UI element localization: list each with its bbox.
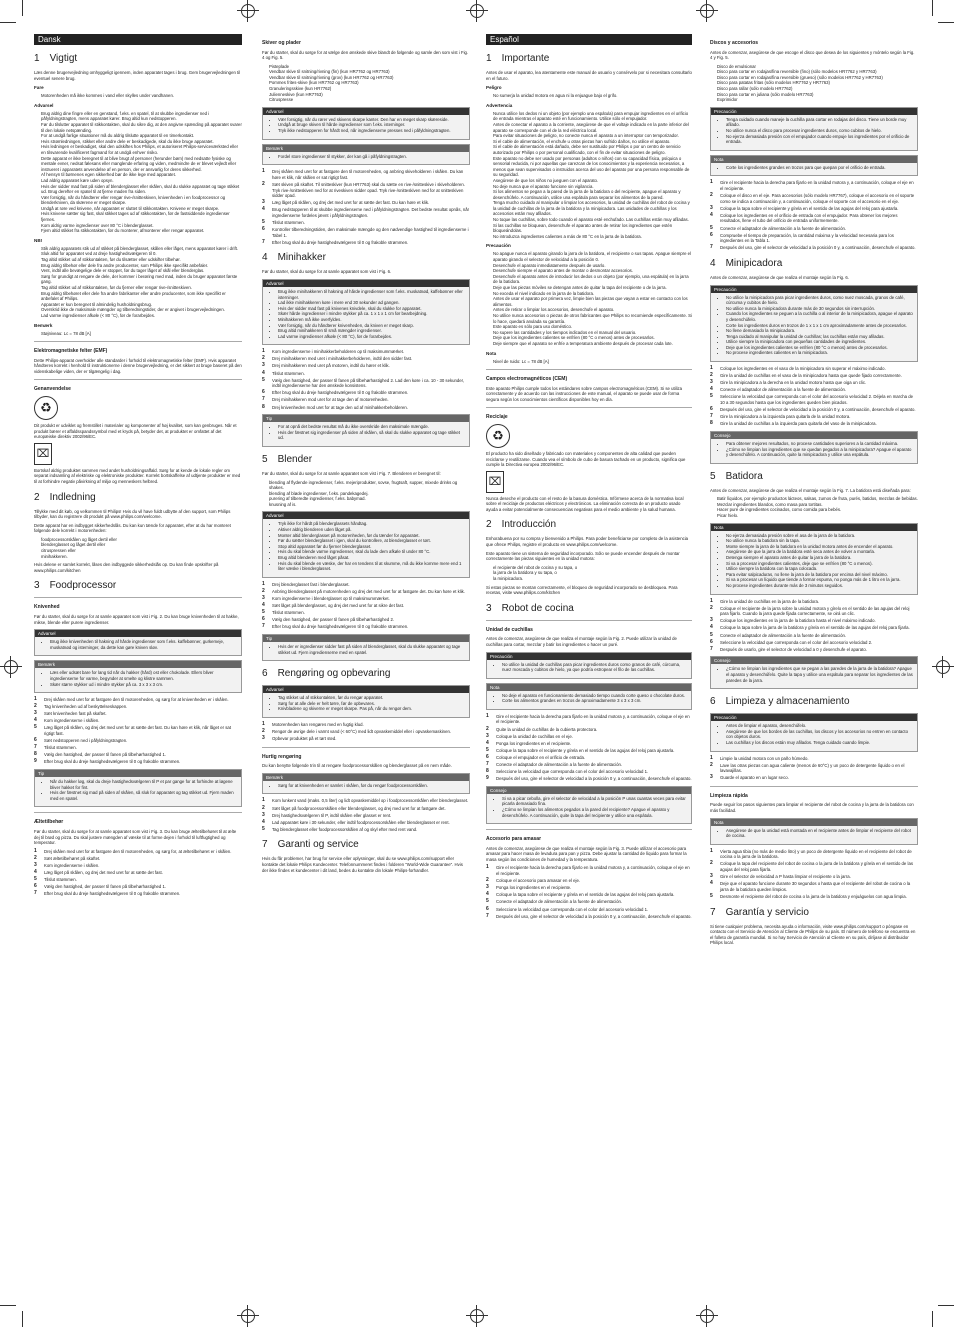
registration-mark: [241, 1309, 255, 1323]
paragraph: Dette Philips-apparat overholder alle standarder i forhold til elektromagnetiske felter (EMF). Hvis apparatet håndteres korrekt i henhold til instruktionerne i denne brugervejledning, er det sikkert at bruge baseret på den videnskabelige viden, der er tilgængelig i dag.: [34, 357, 242, 374]
note-box: Nota • No deje el aparato en funcionamiento demasiado tiempo cuando corte queso o chocolate duros. • Corte los alimentos grandes en trozos de aproximadamente 3 x 3 x 3 cm.: [486, 683, 692, 710]
paragraph: Før du starter, skal du sørge for at samle apparatet som vist i Fig. 6.: [262, 269, 392, 275]
crop-mark: [0, 22, 16, 23]
bullet-list: • No sumerja la unidad motora en agua ni la enjuague bajo el grifo.: [486, 93, 692, 99]
crop-mark: [938, 22, 954, 23]
crop-mark: [932, 1311, 933, 1327]
crop-mark: [0, 1305, 16, 1306]
step-list: 1 Vierta agua tibia (no más de medio litro) y un poco de detergente líquido en el recipiente del robot de cocina o la jarra de la batidora. 2 Coloque la tapa del recipiente del robot de cocina o la jarra de la batidora y gírela en el sentido de las agujas del reloj para fijarla. 3 Gire el selector de velocidad a P hasta limpiar el recipiente o la jarra. 4 Deje que el aparato funcione durante 30 segundos o hasta que el recipiente del robot de cocina o la jarra de la batidora queden limpios. 5 Desmonte el recipiente del robot de cocina o la jarra de la batidora y enjuáguelos con agua limpia.: [710, 847, 914, 899]
divider: [34, 341, 242, 342]
bullet-list: • foodprocessorskålen og låget dertil eller • blenderglasset og låget dertil eller • citruspressen eller • minihakkeren.: [34, 537, 242, 559]
subheading: Bemærk: [34, 322, 53, 328]
registration-mark: [241, 4, 255, 18]
warning-box: Advarsel • Tag stikket ud af stikkontakten, før du rengør apparatet. • Sørg for at alle dele er helt tørre, før de opbevares. • Knivbladene og skiverne er meget skarpe. Pas på, når du rengør dem.: [262, 685, 470, 718]
subheading: Nota: [486, 350, 497, 356]
column-espanol-1: [486, 34, 692, 1304]
step-list: 1 Gire el recipiente hacia la derecha para fijarlo en la unidad motora y, a continuación, coloque el eje en el recipiente. 2 Coloque el disco en el eje. Para accesorios (sólo modelo HR7767), coloque el accesorio en el soporte como se indica a continuación y, a continuación, coloque el soporte con el accesorio en el eje. 3 Coloque la tapa sobre el recipiente y gírela en el sentido de las agujas del reloj para ajustarla. 4 Coloque los ingredientes en el orificio de entrada con el empujador. Para obtener los mejores resultados, llene el tubo del orificio de entrada uniformemente. 5 Conecte el adaptador de alimentación a la fuente de alimentación. 6 Compruebe el tiempo de preparación, la cantidad máxima y la velocidad necesaria para los ingredientes en la Tabla 1. 7 Después del uso, gire el selector de velocidad a la posición 0 y, a continuación, desenchufe el aparato.: [710, 179, 916, 251]
section-heading: 4 Minipicadora: [710, 257, 783, 269]
section-heading: 5 Blender: [262, 453, 313, 465]
divider: [486, 369, 692, 370]
bullet-list: • Disco de emulsionar • Disco para cortar en rodajas/fina reversible (fino) (sólo modelos HR7762 y HR7763) • Disco para cortar en rodajas/fina reversible (grueso) (sólo modelos HR7762 y HR7763) • Disco para patatas fritas (sólo modelos HR7762 y HR7763) • Disco para rallar (sólo modelo HR7762) • Disco para cortar en juliana (sólo modelo HR7763) • Exprimidor: [710, 64, 918, 103]
section-heading: 1 Importante: [486, 53, 550, 64]
step-list: 1 Coloque los ingredientes en el vaso de la minipicadora sin superar el máximo indicado. 2 Gire la unidad de cuchillas en el vaso de la minipicadora hasta que quede fijado correctamente. 3 Gire la minipicadora a la derecha en la unidad motora hasta que oiga un clic. 4 Conecte el adaptador de alimentación a la fuente de alimentación. 5 Seleccione la velocidad que corresponda con el color del accesorio velocidad 2. Déjela en marcha de 10 a 30 segundos hasta que los ingredientes queden bien picados. 6 Después del uso, gire el selector de velocidad a la posición 0 y, a continuación, desenchufe el aparato. 7 Gire la minipicadora a la izquierda para quitarla de la unidad motora. 8 Gire la unidad de cuchillas a la izquierda para quitarla del vaso de la minipicadora.: [710, 365, 916, 427]
section-heading: 7 Garanti og service: [262, 839, 359, 851]
bullet-list: • el recipiente del robot de cocina y su tapa, o • la jarra de la batidora y su tapa, o • la minipicadora.: [486, 565, 692, 582]
subheading: Peligro: [486, 85, 502, 91]
note-box: Bemærk • Fordel store ingredienser til stykker, der kan gå i påfyldningstragten.: [262, 144, 470, 166]
step-list: 1 Motorenheden kan rengøres med en fugtig klud. 2 Rengør de øvrige dele i varmt vand (< 60°C) med lidt opvaskemiddel eller i opvaskemaskinen. 3 Opbevar produktet på et tørt sted.: [262, 720, 452, 742]
section-heading: 6 Rengøring og opbevaring: [262, 668, 391, 680]
bullet-list: • Motorenheden må ikke kommes i vand eller skylles under vandhanen.: [34, 93, 242, 99]
tip-box: Tip • For at opnå det bedste resultat må du ikke overskride den maksimale mængde. • Hvis der fæstnet sig ingredienser på siden af skålen, så skal du slukke apparatet og tage stikket ud.: [262, 414, 470, 447]
section-heading: 3 Robot de cocina: [486, 602, 574, 614]
section-heading: 2 Introducción: [486, 519, 557, 531]
paragraph: Puede seguir los pasos siguientes para limpiar el recipiente del robot de cocina y la jarra de la batidora con más facilidad.: [710, 802, 914, 813]
crop-mark: [938, 1305, 954, 1306]
bullet-list: • No apague nunca el aparato girando la jarra de la batidora, el recipiente o sus tapas. Apague siempre el aparato girando el selector de velocidad a la posición 0. • Desenchufe el aparato inmediatamente después de usarlo. • Desenchufe siempre el aparato antes de montar o desmontar accesorios. • Desenchufe el aparato antes de introducir los dedos o un objeto (por ejemplo, una espátula) en la jarra de la batidora. • Deje que las piezas móviles se detengan antes de quitar la tapa del recipiente o de la jarra. • No exceda el nivel indicado en la jarra de la batidora. • Antes de usar el aparato por primera vez, limpie bien las piezas que vayan a estar en contacto con los alimentos. • Antes de retirar o limpiar los accesorios, desenchufe el aparato. • No utilice nunca accesorios o piezas de otros fabricantes que Philips no recomiende específicamente. Si lo hace, quedará anulada su garantía. • Este aparato es sólo para uso doméstico. • No supere las cantidades y los tiempos indicados en el manual del usuario. • Deje que los ingredientes calientes se enfríen (80 °C o menos) antes de procesarlos. • Deje siempre que el aparato se enfríe a temperatura ambiente después de procesar cada lote.: [486, 251, 692, 346]
subheading: Æltetilbehør: [34, 819, 64, 826]
paragraph: Enhorabuena por su compra y bienvenido a Philips. Para poder beneficiarse por completo de la asistencia que ofrece Philips, registre el producto en www.philips.com/welcome.: [486, 536, 689, 548]
registration-mark: [470, 4, 484, 18]
subheading: Limpieza rápida: [710, 792, 748, 799]
note-box: Bemærk • Sørg for at knivenheden er samlet i skålen, før du rengør foodprocessorskålen.: [262, 773, 470, 795]
warning-box: Advarsel • Brug ikke minihakkeren til hakning af hårde ingredienser som f.eks. muskatnød, kaffebønner eller isterninger. • Lad ikke minihakkeren køre i mere end 30 sekunder ad gangen. • Hvis der sidder mad fast på knivenes knivdele, skal du slukke for apparatet. • Skær hårde ingredienser i mindre stykker på ca. 1 x 1 x 1 cm før bearbejdning. • Minihakkeren må ikke overfyldes. • Vær forsigtig, når du håndterer knivenheden, da kniven er meget skarp. • Brug altid minihakkeren til små mængder ingredienser. • Lad varme ingredienser afkøle (< 80 °C), før de forarbejdes.: [262, 279, 470, 345]
section-heading: 4 Minihakker: [262, 252, 326, 264]
crop-mark: [22, 0, 23, 16]
paragraph: Tillykke med dit køb, og velkommen til Philips! Hvis du vil have fuldt udbytte af den support, som Philips tilbyder, kan du registrere dit produkt på www.philips.com/welcome.: [34, 508, 231, 520]
section-heading: 6 Limpieza y almacenamiento: [710, 696, 850, 708]
paragraph: Hvis delene er samlet korrekt, låses den indbyggede sikkerhedslås op. Du kan finde opskrifter på www.philips.com/kitchen: [34, 562, 219, 573]
divider: [486, 407, 692, 408]
subheading: Precaución: [486, 243, 511, 249]
registration-mark: [700, 4, 714, 18]
paragraph: Dit produkt er udviklet og fremstillet i materialer og komponenter af høj kvalitet, som kan genbruges. Når et produkt bærer et affaldsspandssymbol med et kryds på, betyder det, at produktet er omfattet af det europæiske direktiv 2002/96/EC.: [34, 422, 237, 440]
tip-box: Tip • Når du hakker løg, skal du dreje hastighedsvælgeren til P et par gange for at forhindre at løgene bliver hakket for fint. • Hvis der fæstnet sig mad på siden af skålen, så sluk for apparatet og tag stikket ud. Fjern maden med en spatel.: [34, 769, 242, 807]
section-heading: 7 Garantía y servicio: [710, 906, 809, 918]
step-list: 1 Gire el recipiente hacia la derecha para fijarlo en la unidad motora y, a continuación, coloque el eje en el recipiente. 2 Coloque el accesorio para amasar en el eje. 3 Ponga los ingredientes en el recipiente. 4 Coloque la tapa sobre el recipiente y gírela en el sentido de las agujas del reloj para ajustarla. 5 Conecte el adaptador de alimentación a la fuente de alimentación. 6 Seleccione la velocidad que corresponda con el color del accesorio velocidad 1. 7 Después del uso, gire el selector de velocidad a la posición 0 y, a continuación, desenchufe el aparato.: [486, 864, 692, 919]
tip-box: Consejo • Para obtener mejores resultados, no procese cantidades superiores a la cantidad máxima. • ¿Cómo se limpian los ingredientes que se quedan pegados a la minipicadora? Apague el aparato y desenchúfelo. A continuación, quite la minipicadora y utilice una espátula.: [710, 431, 918, 464]
paragraph: Hvis du får problemer, har brug for service eller oplysninger, skal du se www.philips.com/support eller kontakte det lokale Philips Kundecenter. Telefonnummeret findes i folderen "World-Wide Guarantee". Hvis der ikke findes et kundecenter i dit land, bedes du kontakte din lokale Philips-forhandler.: [262, 856, 463, 873]
registration-mark: [936, 660, 950, 674]
subheading: Skiver og plader: [262, 40, 301, 46]
bullet-list: • Stik aldrig apparatets stik ud af stikket på blenderglasset, skålen eller låget, mens apparatet kører i drift. • Sluk altid for apparatet ved at dreje hastighedsvælgeren til 0. • Tag altid stikket ud af stikkontakten, før du tilsætter eller udskifter tilbehør. • Brug aldrig tilbehør eller dele fra andre producenter, som Philips ikke specifikt anbefaler. • Vent, indtil alle bevægelige dele er stoppet, før du tager låget af skål eller blenderglas. • Sørg for grundigt at rengøre de dele, der kommer i berøring med mad, inden du bruger apparatet første gang. • Tag altid stikket ud af stikkontakten, før du fjerner eller rengør rive-/snitteskiven. • Brug aldrig tilbehøret eller dele fra andre fabrikanter eller andre producenter, som ikke specifikt er anbefalet af Philips. • Apparatet er kun beregnet til almindelig husholdningsbrug. • Overskrid ikke de maksimale mængder og tilberedningstider, der er angivet i brugervejledningen. • Lad varme ingredienser afkøle (< 80 °C), før de forarbejdes.: [34, 246, 242, 319]
registration-mark: [470, 1309, 484, 1323]
step-list: 1 Gire el recipiente hacia la derecha para fijarlo en la unidad motora y, a continuación, coloque el eje en el recipiente. 2 Quite la unidad de cuchillas de la cubierta protectora. 3 Coloque la unidad de cuchillas en el eje. 4 Ponga los ingredientes en el recipiente. 5 Coloque la tapa sobre el recipiente y gírela en el sentido de las agujas del reloj para ajustarla. 6 Coloque el empujador en el orificio de entrada. 7 Conecte el adaptador de alimentación a la fuente de alimentación. 8 Seleccione la velocidad que corresponda con el color del accesorio velocidad 1. 9 Después del uso, gire el selector de velocidad a la posición 0 y, a continuación, desenchufe el aparato.: [486, 712, 692, 782]
tip-box: Tip • Hvis der er ingredienser sidder fast på siden af blenderglasset, skal du slukke apparatet og tage stikket ud. Fjern ingredienserne med en spatel.: [262, 634, 470, 661]
subheading: NB!: [34, 237, 43, 243]
divider: [34, 812, 242, 813]
column-dansk-1: [34, 34, 242, 1304]
paragraph: Før du starter, skal du sørge for at samle apparatet som vist i Fig. 3. Du kan bruge æltetilbehøret til at ælte dej til brød og pizza. Du skal justere mængden af væske til at forme dejen i forhold til luftfugtighed og temperatur.: [34, 828, 237, 846]
subheading: Advarsel: [34, 102, 54, 108]
paragraph: Antes de usar el aparato, lea atentamente este manual de usuario y consérvelo por si necesitara consultarlo en el futuro.: [486, 70, 692, 81]
note-box: Nota • Corte los ingredientes grandes en trozos para que quepan por el orificio de entrada.: [710, 155, 918, 177]
subheading: Hurtig rengøring: [262, 753, 302, 760]
step-list: 1 Drej skålen med uret for at fastgøre den til motorenheden, og anbring skiveholderen i skålen. Du kan høre et klik, når skålen er sat rigtigt fast. 2 Sæt skiven på skaftet. Til snitteskiver (kun HR7763) skal du sætte en rive-/snitteskive i skiveholderen. Tryk rive-/snitteskiven ned for at riveskiven sidder opad. Tryk rive-/snitteskiven ned for at snitteskiven sidder opad. 3 Læg låget på skålen, og drej det med uret for at sætte det fast. Du kan høre et klik. 4 Brug nedstopperen til at skubbe ingredienserne ned i påfyldningstragten. Det bedste resultat opnås, når ingredienserne fordeles jævnt i påfyldningstragten. 5 Tilslut strømmen. 6 Kontroller tilberedningstiden, den maksimale mængde og den nødvendige hastighed til ingredienserne i Tabel 1. 7 Efter brug skal du dreje hastighedsvælgeren til 0 og frakoble strømmen.: [262, 168, 470, 245]
subheading: Reciclaje: [486, 414, 508, 421]
subheading: Advertencia: [486, 102, 513, 108]
tip-box: Consejo • Si va a picar cebolla, gire el selector de velocidad a la posición P unas cuantas veces para evitar picarla demasiado fina. • ¿Cómo se limpian los alimentos pegados a la pared del recipiente? Apague el aparato y desenchúfelo. A continuación, quite la tapa del recipiente y utilice una espátula.: [486, 786, 692, 824]
step-list: 1 Drej blenderglasset fast i blenderglasset. 2 Anbring blenderglasset på motorenheden og drej det med uret for at fastgøre det. Du kan høre et klik. 3 Kom ingredienserne i blenderglasset op til maksimummærket. 4 Sæt låget på blenderglasset, og drej det med uret for at sikre det fast. 5 Tilslut strømmen. 6 Vælg den hastighed, der passer til fanen på tilbehørhastighed 2. 7 Efter brug skal du dreje hastighedsvælgeren til 0 og frakoble strømmen.: [262, 580, 465, 630]
section-heading: 1 Vigtigt: [34, 53, 78, 64]
subheading: Elektromagnetiske felter (EMF): [34, 348, 108, 355]
recycle-icon: ♻: [34, 396, 58, 420]
bullet-list: • Støjniveau: Lc = 78 dB [A]: [34, 331, 242, 337]
step-list: 1 Limpie la unidad motora con un paño húmedo. 2 Lave las otras piezas con agua caliente (menos de 60°C) y un poco de detergente líquido o en el lavavajillas. 3 Guarde el aparato en un lugar seco.: [710, 754, 905, 781]
section-heading: 2 Indledning: [34, 491, 96, 503]
paragraph: Før du starter, skal du sørge for at samle apparatet som vist i Fig. 2. Du kan bruge knivenheden til at hakke, mikse, blende eller purere ingredienser.: [34, 613, 239, 625]
bullet-list: • Pisteplade • Vendbar skive til snitning/rivning (fin) (kun HR7762 og HR7763) • Vendbar skive til snitning/rivning (grov) (kun HR7762 og HR7763) • Pommes frites-skive (kun HR7762 og HR7763) • Granuleringsskive (kun HR7762) • Julienneskive (kun HR7763) • Citruspresse: [262, 64, 470, 103]
paragraph: Du kan benytte følgende trin til at rengøre foodprocessorskålen og blenderglasset på en nem måde.: [262, 763, 452, 769]
crop-mark: [932, 0, 933, 16]
crop-mark: [22, 1311, 23, 1327]
divider: [262, 747, 470, 748]
subheading: Discos y accesorios: [710, 40, 759, 46]
step-list: 1 Kom lunkent vand (maks. 0,5 liter) og lidt opvaskemiddel op i foodprocessorskålen eller blenderglasset. 2 Sæt låget på foodprocessorskålen eller blenderglasset, og drej med uret for at fastgøre det. 3 Drej hastighedsvælgeren til P, indtil skålen eller glasset er rent. 4 Lad apparatet køre i 30 sekunder, eller indtil foodprocessorskålen eller blenderglasset er rent. 5 Tag blenderglasset eller foodprocessorskålen af og skyl efter med rent vand.: [262, 797, 469, 832]
subheading: Unidad de cuchillas: [486, 626, 533, 633]
paragraph: Antes de comenzar, asegúrese de que realiza el montaje según la Fig. 2. Puede utilizar la unidad de cuchillas para cortar, mezclar y batir los ingredientes o hacer un puré.: [486, 636, 677, 647]
step-list: 1 Kom ingredienserne i minihakkerbeholderen op til maksimummærket. 2 Drej minihakkeren med uret i minihakkerbeholderen, indtil den sidder fast. 3 Drej minihakkeren med uret på motoren, indtil du hører et klik. 4 Tilslut strømmen. 5 Vælg den hastighed, der passer til fanen på tilbehørhastighed 2. Lad den køre i ca. 10 - 30 sekunder, indtil ingredienserne har den ønskede konsistens. 6 Efter brug skal du dreje hastighedsvælgeren til 0 og frakoble strømmen. 7 Drej minihakkeren mod uret for at tage den af motorenheden. 8 Drej knivenheden mod uret for at tage den ud af minihakkerbeholderen.: [262, 348, 465, 410]
bullet-list: • Brug aldrig dine fingre eller en genstand, f.eks. en spatel, til at skubbe ingredienser ned i påfyldningstragten, mens apparatet kører. Brug altid kun nedstopperen. • Før du tilslutter apparatet til stikkontakten, skal du sikre dig, at den angivne spænding på apparatet svarer til den lokale netspænding. • For at undgå farlige situationer må du aldrig tilslutte apparatet til en timerkontakt. • Hvis strømledningen, stikket eller andre dele er beskadigede, skal du ikke bruge apparatet. • Hvis ledningen er beskadiget, skal den udskiftes hos Philips, et autoriseret Philips-serviceværksted eller en tilsvarende kvalificeret fagmand for at undgå enhver risiko. • Dette apparat er ikke beregnet til at blive brugt af personer (herunder børn) med nedsatte fysiske og mentale evner, nedsat følesans eller manglende erfaring og viden, medmindre de er blevet vejledt eller instrueret i apparatets anvendelse af en person, der er ansvarlig for deres sikkerhed. • Af hensyn til børnenes egen sikkerhed bør de ikke lege med apparatet. • Lad aldrig apparatet køre uden opsyn. • Hvis der sidder mad fast på siden af blenderglasset eller skålen, skal du slukke apparatet og tage stikket ud. Brug derefter en spatel til at fjerne maden fra siden. • Vær forsigtig, når du håndterer eller rengør rive-/snitteskiven, knivenheden i en foodprocessor og blenderkniven, da skærene er meget skarpe. • Undgå at røre ved knivene, når apparatet er sluttet til stikkontakten. Knivene er meget skarpe. • Hvis knivene sætter sig fast, skal stikket tages ud af stikkontakten, før de fastsiddende ingredienser fjernes. • Kom aldrig varme ingredienser over 80 °C i blenderglasset. • Fjern altid stikket fra stikkontakten, før du monterer, afmonterer eller rengør apparatet.: [34, 111, 242, 234]
column-espanol-2: [710, 34, 918, 1304]
language-bar: Español: [486, 34, 692, 45]
paragraph: Si tiene cualquier problema, necesita ayuda o información, visite www.philips.com/support o póngase en contacto con el Servicio de Atención al Cliente de Philips de su país. El número de teléfono se encuentra en el folleto de garantía mundial. Si no hay Servicio de Atención al Cliente en su país, diríjase al distribuidor Philips local.: [710, 923, 916, 946]
divider: [34, 597, 242, 598]
language-bar: Dansk: [34, 34, 242, 45]
crossed-bin-icon: ⌧: [486, 471, 504, 493]
step-list: 1 Gire la unidad de cuchillas en la jarra de la batidora. 2 Coloque el recipiente de la jarra sobre la unidad motora y gírelo en el sentido de las agujas del reloj para fijarlo. Cuando la jarra quede fijada correctamente, se oirá un clic. 3 Coloque los ingredientes en la jarra de la batidora hasta el nivel máximo indicado. 4 Coloque la tapa sobre la jarra de la batidora y gírela en el sentido de las agujas del reloj para fijarla. 5 Conecte el adaptador de alimentación a la fuente de alimentación. 6 Seleccione la velocidad que corresponda con el color del accesorio velocidad 2. 7 Después de usarlo, gire el selector de velocidad a 0 y desenchufe el aparato.: [710, 597, 910, 652]
divider: [486, 620, 692, 621]
step-list: 1 Drej skålen med uret for at fastgøre den til motorenheden, og sørg for, at æltetilbehøret er i skålen. 2 Sæt æltetilbehøret på skaftet. 3 Kom ingredienserne i skålen. 4 Læg låget på skålen, og drej det med uret for at sætte det fast. 5 Tilslut strømmen. 6 Vælg den hastighed, der passer til fanen på tilbehørhastighed 1. 7 Efter brug skal du dreje hastighedsvælgeren til 0 og frakoble strømmen.: [34, 847, 232, 897]
subheading: Genanvendelse: [34, 386, 71, 393]
section-heading: 5 Batidora: [710, 470, 763, 482]
paragraph: Dette apparat har en indbygget sikkerhedslås. Du kan kun tænde for apparatet, efter at du har monteret følgende dele korrekt i motorenheden:: [34, 522, 231, 534]
divider: [34, 379, 242, 380]
paragraph: Antes de comenzar, asegúrese de que realiza el montaje según la Fig. 7. La batidora está diseñada para:: [710, 487, 911, 493]
warning-box: Precaución • No utilice la minipicadora para picar ingredientes duros, como nuez moscada, granos de café, cúrcuma y cubitos de hielo. • No utilice nunca la minipicadora durante más de 30 segundos sin interrupción. • Cuando los ingredientes se peguen a la cuchilla o al interior de la minipicadora, apague el aparato y desenchúfelo. • Corte los ingredientes duros en trozos de 1 x 1 x 1 cm aproximadamente antes de procesarlos. • No llene demasiado la minipicadora. • Tenga cuidado al manipular la unidad de cuchillas; las cuchillas están muy afiladas. • Utilice siempre la minipicadora con pequeñas cantidades de ingredientes. • Deje que los ingredientes calientes se enfríen (80 °C o menos) antes de procesarlos. • No procese ingredientes calientes en la minipicadora.: [710, 285, 918, 363]
paragraph: Antes de comenzar, asegúrese de que realiza el montaje según la Fig. 3. Puede utilizar el accesorio para amasar para hacer masa de levadura para pan y pizza. Debe ajustar la cantidad de líquido para formar la masa según las condiciones de humedad y la temperatura.: [486, 845, 687, 862]
bullet-list: • Batir líquidos, por ejemplo productos lácteos, salsas, zumos de fruta, purés, batidos, mezclas de bebidas. • Mezclar ingredientes blandos, como masa para tortitas. • Hacer puré de ingredientes cocinados, como comida para bebés. • Picar hielo.: [710, 496, 918, 518]
paragraph: Antes de comenzar, asegúrese de que realiza el montaje según la Fig. 6.: [710, 274, 850, 280]
warning-box: Advarsel • Vær forsigtig, når du rører ved skivens skarpe kanter. Den har en meget skarp skæreside. • Undgå at bruge skiven til hårde ingredienser som f.eks. isterninger. • Tryk ikke nedstopperen for hårdt ned, når ingredienserne presses ned i påfyldningstragten.: [262, 107, 470, 140]
bullet-list: • Nunca utilice los dedos ni un objeto (por ejemplo una espátula) para empujar ingredientes en el orificio de entrada mientras el aparato esté en funcionamiento. Utilice sólo el empujador. • Antes de conectar el aparato a la corriente, asegúrese de que el voltaje indicado en la parte inferior del aparato se corresponde con el de la red eléctrica local. • Para evitar situaciones de peligro, no conecte nunca el aparato a un interruptor con temporizador. • Si el cable de alimentación, el enchufe u otras piezas han sufrido daños, no utilice el aparato. • Si el cable de alimentación está dañado, debe ser sustituido por Philips o por un centro de servicio autorizado por Philips o por personal cualificado, con el fin de evitar situaciones de peligro. • Este aparato no debe ser usado por personas (adultos o niños) con su capacidad física, psíquica o sensorial reducida, ni por aquellas que carezcan de los conocimientos y la experiencia necesarios, a menos que sean supervisados o instruidos acerca del uso del aparato por una persona responsable de su seguridad. • Asegúrese de que los niños no jueguen con el aparato. • No deje nunca que el aparato funcione sin vigilancia. • Si los alimentos se pegan a la pared de la jarra de la batidora o del recipiente, apague el aparato y desenchúfelo. A continuación, utilice una espátula para separar los alimentos de la pared. • Tenga mucho cuidado al manipular o limpiar los accesorios, la unidad de cuchillas del robot de cocina y la unidad de cuchillas de la jarra de la batidora y la minipicadora. Las unidades de cuchillas y los accesorios están muy afilados. • No toque las cuchillas, sobre todo cuando el aparato esté enchufado. Las cuchillas están muy afiladas. • Si las cuchillas se bloquean, desenchufe el aparato antes de retirar los ingredientes que estén bloqueándolas. • No introduzca ingredientes calientes a más de 80 °C en la jarra de la batidora.: [486, 111, 692, 240]
paragraph: El producto ha sido diseñado y fabricado con materiales y componentes de alta calidad que pueden reciclarse y reutilizarse. Cuando vea el símbolo de cubo de basura tachado en un producto, significa que cumple la Directiva europea 2002/96/EC.: [486, 450, 686, 468]
subheading: Fare: [34, 85, 44, 91]
paragraph: Si estas piezas se montan correctamente, el bloqueo de seguridad incorporado se desbloquea. Para recetas, visite www.philips.com/kitchen: [486, 584, 678, 596]
paragraph: Læs denne brugervejledning omhyggeligt igennem, inden apparatet tages i brug. Gem brugervejledningen til eventuel senere brug.: [34, 70, 241, 81]
paragraph: Før du starter, skal du sørge for at samle apparatet som vist i Fig. 7. Blenderen er beregnet til:: [262, 470, 441, 476]
paragraph: Antes de comenzar, asegúrese de que escoge el disco que desea de los siguientes y móntelo según la Fig. 4 y Fig. 5.: [710, 49, 915, 61]
crossed-bin-icon: ⌧: [34, 443, 52, 465]
paragraph: Før du starter, skal du sørge for at vælge den ønskede skive blandt de følgende og samle den som vist i Fig. 4 og Fig. 5.: [262, 49, 469, 61]
warning-box: Advarsel • Brug ikke knivenheden til hakning af hårde ingredienser som f.eks. kaffebønner, gurkemeje, muskatnød og isterninger, da dette kan gøre kniven sløv.: [34, 629, 242, 656]
warning-box: Precaución • Tenga cuidado cuando maneje la cuchilla para cortar en rodajas del disco. Tiene un borde muy afilado. • No utilice nunca el disco para procesar ingredientes duros, como cubitos de hielo. • No ejerza demasiada presión con el empujador cuando empuje los ingredientes por el orificio de entrada.: [710, 107, 918, 151]
note-box: Nota • Asegúrese de que la unidad está montada en el recipiente antes de limpiar el recipiente del robot de cocina.: [710, 818, 918, 845]
subheading: Knivenhed: [34, 604, 60, 611]
paragraph: Este aparato tiene un sistema de seguridad incorporado. Sólo se puede encender después de montar correctamente las piezas siguientes en la unidad motora:: [486, 550, 680, 562]
bullet-list: • Nivel de ruido: Lc = 78 dB [A]: [486, 359, 692, 365]
warning-box: Nota • No ejerza demasiada presión sobre el asa de la jarra de la batidora. • No utilice nunca la batidora sin la tapa. • Monte siempre la jarra de la batidora en la unidad motora antes de encender el aparato. • Asegúrese de que la jarra de la batidora esté seca antes de volver a montarla. • Detenga siempre el aparato antes de quitar la jarra de la batidora. • Si va a procesar ingredientes calientes, deje que se enfríen (80 °C o menos). • Utilice siempre la batidora con la tapa colocada. • Para evitar salpicaduras, no llene la jarra de la batidora por encima del nivel máximo. • Si va a procesar un líquido que tiende a formar espuma, no ponga más de 1 litro en la jarra. • No procese ingredientes durante más de 3 minutos seguidos.: [710, 523, 918, 595]
divider: [486, 829, 692, 830]
subheading: Accesorio para amasar: [486, 836, 542, 843]
recycle-icon: ♻: [486, 424, 510, 448]
paragraph: Bortskaf aldrig produktet sammen med andet husholdningsaffald. Sørg for at kende de lokale regler om separat indsamling af elektriske og elektroniske produkter. Korrekt bortskaffelse af udtjente produkter er med til at forhindre negativ påvirkning af miljø og menneskers helbred.: [34, 467, 241, 484]
bullet-list: • blending af flydende ingredienser, f.eks. mejeriprodukter, sovse, frugtsaft, supper, mixede drinks og shakes. • blending af bløde ingredienser, f.eks. pandekagedej. • purering af tilberedte ingredienser, f.eks. babymad. • knusning af is.: [262, 480, 470, 508]
paragraph: Este aparato Philips cumple todos los estándares sobre campos electromagnéticos (CEM). Si se utiliza correctamente y de acuerdo con las instrucciones de este manual, el aparato se puede usar de forma segura según los conocimientos científicos disponibles hoy en día.: [486, 385, 683, 402]
section-heading: 3 Foodprocessor: [34, 580, 117, 592]
warning-box: Precaución • No utilice la unidad de cuchillas para picar ingredientes duros como granos de café, cúrcuma, nuez moscada y cubitos de hielo, ya que podría estropear el filo de las cuchillas.: [486, 652, 692, 679]
registration-mark: [4, 660, 18, 674]
registration-mark: [700, 1309, 714, 1323]
paragraph: Nunca deseche el producto con el resto de la basura doméstica. Infórmese acerca de la normativa local sobre el reciclaje de productos eléctricos y electrónicos. La eliminación correcta de un producto usado ayuda a evitar potencialmente consecuencias negativas para el medio ambiente y la salud humana.: [486, 495, 684, 512]
step-list: 1 Drej skålen med uret for at fastgøre den til motorenheden, og sørg for at knivenheden er i skålen. 2 Tag knivenheden ud af beskyttelseskappen. 3 Sæt knivenheden fast på skaftet. 4 Kom ingredienserne i skålen. 5 Læg låget på skålen, og drej det med uret for at sætte det fast. Du kan høre et klik, når låget er sat rigtigt fast. 6 Sæt nedstopperen ned i påfyldningstragten. 7 Tilslut strømmen. 8 Vælg den hastighed, der passer til fanen på tilbehørhastighed 1. 9 Efter brug skal du dreje hastighedsvælgeren til 0 og frakoble strømmen.: [34, 696, 232, 765]
tip-box: Consejo • ¿Cómo se limpian los ingredientes que se pegan a las paredes de la jarra de la batidora? Apague el aparato y desenchúfelo. Quite la tapa y utilice una espátula para separar los ingredientes de las paredes de la jarra.: [710, 656, 918, 689]
warning-box: Precaución • Antes de limpiar el aparato, desenchúfelo. • Asegúrese de que los bordes de las cuchillas, los discos y los accesorios no entren en contacto con objetos duros. • Las cuchillas y los discos están muy afilados. Tenga cuidado cuando limpie.: [710, 713, 918, 751]
divider: [710, 786, 918, 787]
column-dansk-2: [262, 34, 470, 1304]
warning-box: Advarsel • Tryk ikke for hårdt på blenderglassets håndtag. • Aktiver aldrig blenderen uden låget på. • Monter altid blenderglasset på motorenheden, før du tænder for apparatet. • Før du sætter blenderglasset i igen, skal du kontrollere, at blenderglasset er tørt. • Stop altid apparatet før du fjerner blenderglasset. • Hvis du skal blende varme ingredienser, skal du lade dem afkøle til under 80 °C. • Brug altid blenderen med låget påsat. • Hvis du skal blende en væske, der har en tendens til at skumme, må du ikke komme mere end 1 liter væske i blenderglasset.: [262, 511, 470, 577]
note-box: Bemærk • Læs eller udsæt bare for lang tid når du hakker (hård) ost eller chokolade. Ellers bliver ingredienserne for varme, begynder at smelte og klistre sammen. • Skær større stykker ud i mindre stykker på ca. 3 x 3 x 3 cm.: [34, 660, 242, 693]
subheading: Campos electromagnéticos (CEM): [486, 376, 568, 383]
